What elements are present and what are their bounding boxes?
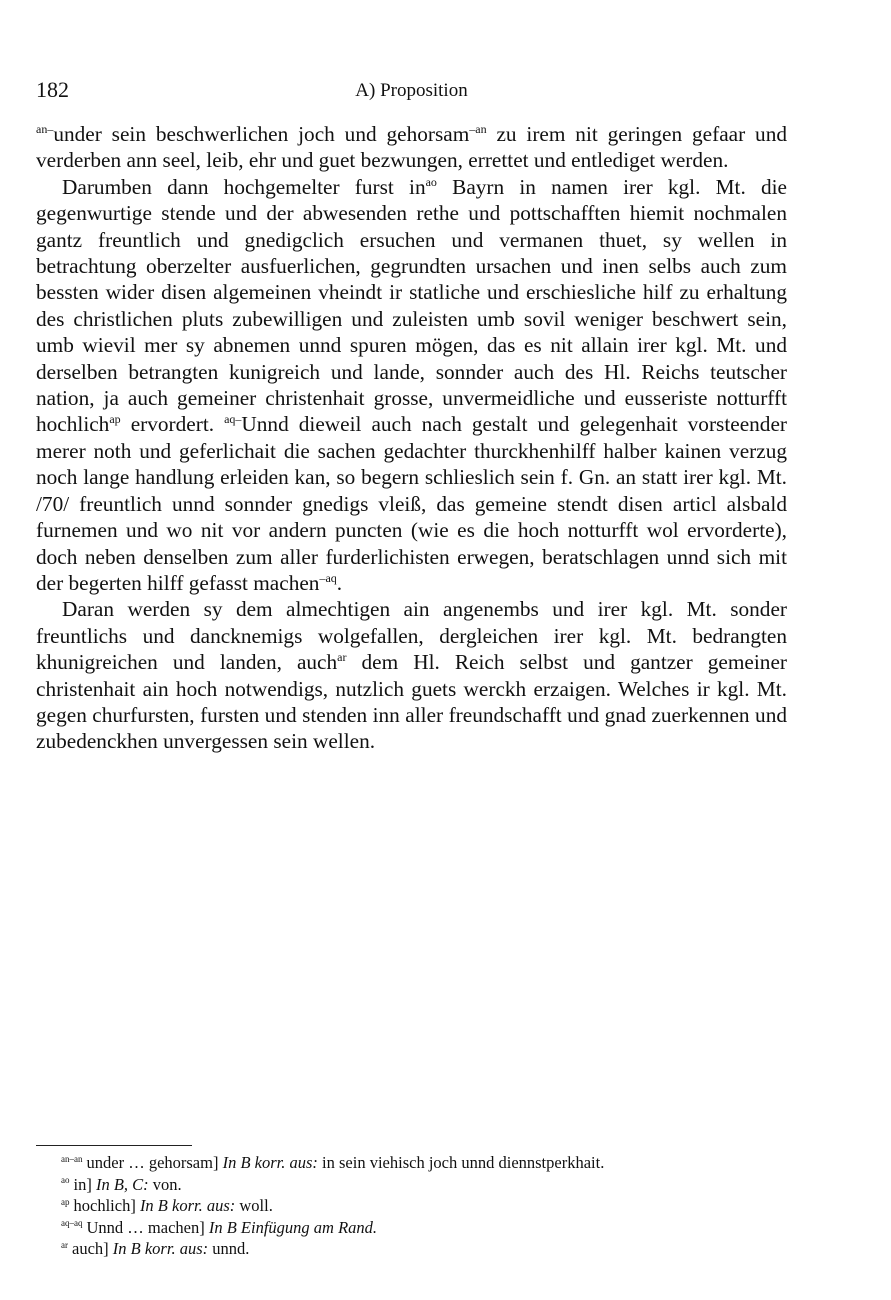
paragraph-text: Darumben dann hochgemelter furst in [62,174,426,199]
paragraph-text: dem Hl. Reich selbst und gantzer gemeiner christenhait ain hoch notwendigs, nutzlich guets werckh erzaigen. Welches ir kgl. Mt. gegen churfursten, fursten und stenden inn aller freundschafft und gnad zuerkennen und zubedenckhen unvergessen sein wellen. [36,650,787,754]
footnote-reference: –aq [319,570,337,585]
paragraph-text: Bayrn in namen irer kgl. Mt. die gegenwurtige stende und der abwesenden rethe und pottschafften hiemit nochmalen gantz freuntlich und gnedigclich ersuchen und vermanen thuet, sy wellen in betrachtung oberzelter ausfuerlichen, gegrundten ursachen und inen selbs auch zum bessten wider disen algemeinen vheindt ir statliche und erschiesliche hilf zu erhaltung des christlichen pluts zubewilligen und zuleisten umb sovil weniger beschwert sein, umb wievil mer sy abnemen unnd spuren mögen, das es nit allain irer kgl. Mt. und derselben betrangten kunigreich und lande, sonnder auch des Hl. Reichs teutscher nation, ja auch gemeiner christenhait grosse, unvermeidliche und eusseriste notturfft hochlich [36,174,787,437]
paragraph [36,121,787,174]
footnote-apparatus-note: In B korr. aus: [139,1196,236,1215]
footnote-lemma: under … gehorsam] [86,1153,219,1172]
footnote-mark: ar [61,1239,68,1250]
footnote-separator [36,1145,192,1146]
footnote-reference: ao [425,174,437,189]
footnote-apparatus-note: In B korr. aus: [222,1153,318,1172]
footnote-reference: aq– [224,412,242,427]
paragraph-text: Unnd dieweil auch nach gestalt und gelegenhait vorsteender merer noth und geferlichait die sachen gedachter thurckhenhilff halber kainen verzug noch lange handlung erleiden kan, so begern schlieslich sein f. Gn. an statt irer kgl. Mt. /70/ freuntlich unnd sonnder gnedigs vleiß, das gemeine stendt disen articl alsbald furnemen und wo nit vor andern puncten (wie es die hoch notturfft wol ervorderte), doch neben denselben zum aller furderlichisten erwegen, beratschlagen unnd sich mit der begerten hilff gefasst machen [36,412,787,595]
footnote-apparatus-note: In B, C: [95,1174,149,1194]
footnote-apparatus-note: In B korr. aus: [112,1239,209,1258]
running-head: A) Proposition [355,80,468,101]
footnote [61,1174,791,1196]
footnote-lemma: in] [73,1174,92,1194]
footnote-reference: –an [469,121,487,136]
footnote-reference: ap [109,412,121,427]
footnote-mark: an–an [61,1153,83,1164]
footnote-mark: ap [61,1196,70,1207]
paragraph-text: . [336,570,343,595]
main-text [36,121,787,755]
footnote [61,1195,791,1217]
footnote [61,1238,791,1260]
page-number: 182 [36,77,69,102]
footnote-lemma: hochlich] [73,1196,136,1215]
footnote [61,1152,791,1174]
footnote-mark: ao [61,1175,70,1185]
footnote-text: unnd. [212,1239,250,1258]
footnote-apparatus-note: In B Einfügung am Rand. [208,1217,378,1237]
page-header [36,77,787,105]
footnote-reference: an– [36,121,54,136]
footnote-mark: aq–aq [61,1218,83,1228]
paragraph-text: under sein beschwerlichen joch und gehorsam [53,122,470,146]
footnote [61,1217,791,1239]
paragraph [36,174,787,597]
footnote-lemma: Unnd … machen] [86,1217,205,1237]
footnote-reference: ar [337,650,347,665]
paragraph [36,596,787,754]
paragraph-text: zu irem nit geringen gefaar und verderben ann seel, leib, ehr und guet bezwungen, errettet und entlediget werden. [36,122,788,173]
paragraph-text: ervordert. [120,412,225,437]
paragraph-text: Daran werden sy dem almechtigen ain angenembs und irer kgl. Mt. sonder freuntlichs und dancknemigs wolgefallen, dergleichen irer kgl. Mt. bedrangten khunigreichen und landen, auch [36,597,787,675]
footnotes [61,1152,791,1260]
footnote-text: von. [152,1174,182,1194]
footnote-lemma: auch] [72,1239,109,1258]
footnote-text: in sein viehisch joch unnd diennstperkhait. [322,1153,605,1172]
footnote-text: woll. [239,1196,273,1215]
